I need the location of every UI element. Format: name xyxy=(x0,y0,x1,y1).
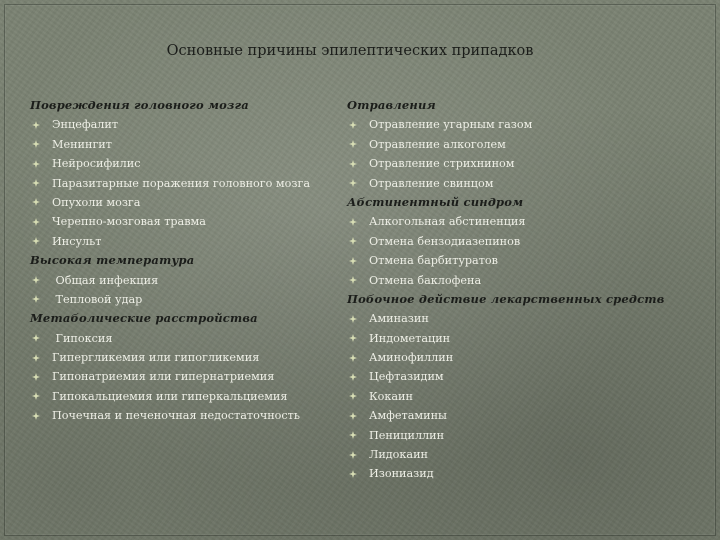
slide-title: Основные причины эпилептических припадков xyxy=(166,43,534,59)
section-heading: Абстинентный синдром xyxy=(347,194,524,209)
list-item xyxy=(30,271,335,290)
list-item xyxy=(347,271,687,290)
list-item xyxy=(347,212,687,231)
diamond-bullet-icon xyxy=(32,237,40,245)
diamond-bullet-icon xyxy=(349,431,357,439)
diamond-bullet-icon xyxy=(349,237,357,245)
diamond-bullet-icon xyxy=(32,140,40,148)
list-item xyxy=(347,329,687,348)
list-item-text: Почечная и печеночная недостаточность xyxy=(52,409,300,423)
section-list xyxy=(30,329,335,426)
list-item-text: Отравление свинцом xyxy=(369,176,494,190)
list-item xyxy=(30,329,335,348)
diamond-bullet-icon xyxy=(32,373,40,381)
list-item-text: Кокаин xyxy=(369,389,413,403)
list-item-text: Энцефалит xyxy=(52,118,119,132)
list-item-text: Пенициллин xyxy=(369,428,445,442)
list-item xyxy=(30,154,335,173)
list-item xyxy=(30,290,335,309)
list-item-text: Отмена баклофена xyxy=(369,273,482,287)
list-item-text: Гипоксия xyxy=(52,331,113,345)
diamond-bullet-icon xyxy=(32,218,40,226)
list-item-text: Лидокаин xyxy=(369,448,428,462)
diamond-bullet-icon xyxy=(32,198,40,206)
diamond-bullet-icon xyxy=(349,315,357,323)
list-item-text: Отмена бензодиазепинов xyxy=(369,234,521,248)
list-item-text: Тепловой удар xyxy=(52,292,143,306)
list-item xyxy=(347,426,687,445)
list-item xyxy=(30,406,335,425)
section-list xyxy=(347,212,687,290)
diamond-bullet-icon xyxy=(349,373,357,381)
list-item-text: Цефтазидим xyxy=(369,370,444,384)
diamond-bullet-icon xyxy=(349,451,357,459)
diamond-bullet-icon xyxy=(349,354,357,362)
list-item-text: Отмена барбитуратов xyxy=(369,254,498,268)
list-item-text: Индометацин xyxy=(369,331,451,345)
list-item xyxy=(30,367,335,386)
section-heading: Отравления xyxy=(347,98,436,112)
list-item xyxy=(30,174,335,193)
list-item-text: Аминазин xyxy=(369,312,429,326)
list-item-text: Отравление алкоголем xyxy=(369,137,506,151)
section-heading: Повреждения головного мозга xyxy=(30,98,249,112)
list-item xyxy=(347,406,687,425)
list-item-text: Изониазид xyxy=(369,467,434,481)
list-item xyxy=(347,232,687,251)
diamond-bullet-icon xyxy=(32,121,40,129)
list-item-text: Гипергликемия или гипогликемия xyxy=(52,351,260,365)
diamond-bullet-icon xyxy=(349,334,357,342)
section-heading: Метаболические расстройства xyxy=(30,311,258,326)
list-item-text: Гипокальциемия или гиперкальциемия xyxy=(52,389,288,403)
list-item xyxy=(347,309,687,328)
list-item-text: Паразитарные поражения головного мозга xyxy=(52,176,310,190)
list-item xyxy=(347,135,687,154)
list-item xyxy=(347,445,687,464)
list-item xyxy=(30,348,335,367)
diamond-bullet-icon xyxy=(349,257,357,265)
diamond-bullet-icon xyxy=(32,354,40,362)
list-item xyxy=(347,251,687,270)
right-column xyxy=(347,96,687,484)
section-list xyxy=(30,271,335,310)
list-item-text: Аминофиллин xyxy=(369,351,454,365)
section-list xyxy=(30,115,335,251)
list-item-text: Отравление стрихнином xyxy=(369,157,515,171)
list-item-text: Гипонатриемия или гипернатриемия xyxy=(52,370,275,384)
list-item xyxy=(30,232,335,251)
list-item xyxy=(347,154,687,173)
diamond-bullet-icon xyxy=(32,276,40,284)
list-item-text: Общая инфекция xyxy=(52,273,159,287)
section-heading: Побочное действие лекарственных средств xyxy=(347,291,665,306)
diamond-bullet-icon xyxy=(349,276,357,284)
list-item xyxy=(347,464,687,483)
diamond-bullet-icon xyxy=(32,179,40,187)
list-item xyxy=(30,193,335,212)
diamond-bullet-icon xyxy=(32,295,40,303)
diamond-bullet-icon xyxy=(349,218,357,226)
list-item xyxy=(347,387,687,406)
list-item-text: Амфетамины xyxy=(369,409,447,423)
list-item xyxy=(347,348,687,367)
diamond-bullet-icon xyxy=(349,412,357,420)
diamond-bullet-icon xyxy=(32,392,40,400)
diamond-bullet-icon xyxy=(349,140,357,148)
section-heading: Высокая температура xyxy=(30,253,195,268)
diamond-bullet-icon xyxy=(349,179,357,187)
diamond-bullet-icon xyxy=(349,121,357,129)
diamond-bullet-icon xyxy=(32,334,40,342)
list-item-text: Нейросифилис xyxy=(52,157,141,171)
section-list xyxy=(347,115,687,193)
list-item-text: Менингит xyxy=(52,137,112,151)
list-item-text: Отравление угарным газом xyxy=(369,118,533,132)
diamond-bullet-icon xyxy=(349,392,357,400)
list-item-text: Опухоли мозга xyxy=(52,195,141,209)
diamond-bullet-icon xyxy=(32,412,40,420)
list-item xyxy=(347,115,687,134)
list-item xyxy=(347,367,687,386)
list-item-text: Инсульт xyxy=(52,234,102,248)
list-item-text: Алкогольная абстиненция xyxy=(369,215,526,229)
diamond-bullet-icon xyxy=(349,470,357,478)
list-item xyxy=(30,212,335,231)
section-list xyxy=(347,309,687,484)
list-item xyxy=(30,387,335,406)
list-item-text: Черепно-мозговая травма xyxy=(52,215,206,229)
list-item xyxy=(30,115,335,134)
list-item xyxy=(347,174,687,193)
list-item xyxy=(30,135,335,154)
left-column xyxy=(30,96,335,426)
diamond-bullet-icon xyxy=(349,160,357,168)
diamond-bullet-icon xyxy=(32,160,40,168)
